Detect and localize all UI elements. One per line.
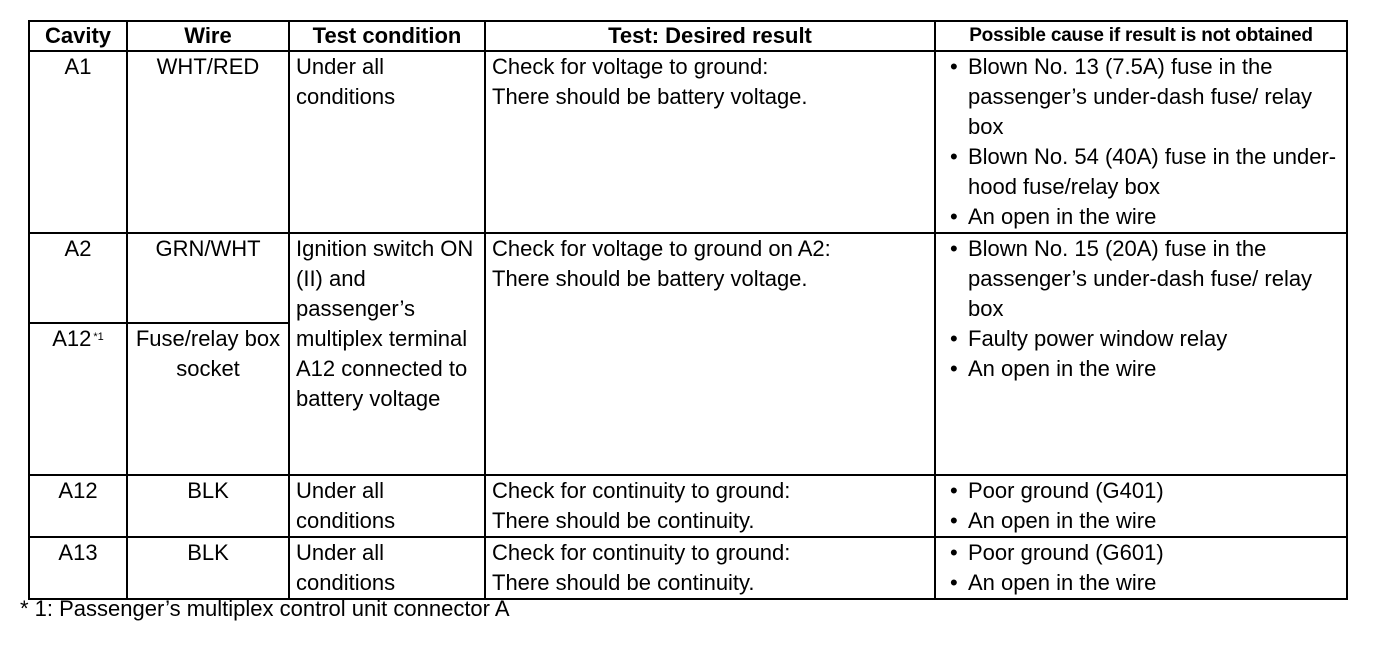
wire-cell: GRN/WHT: [127, 233, 289, 323]
cause-list: [942, 234, 1340, 384]
cavity-cell: [29, 323, 127, 475]
result-line: There should be battery voltage.: [492, 84, 808, 109]
connector-test-table: [28, 20, 1348, 600]
bullet-icon: •: [950, 508, 958, 533]
header-test-condition: Test condition: [289, 21, 485, 51]
result-line: Check for continuity to ground:: [492, 478, 791, 503]
header-cavity: Cavity: [29, 21, 127, 51]
result-line: There should be continuity.: [492, 508, 755, 533]
result-line: There should be battery voltage.: [492, 266, 808, 291]
bullet-icon: •: [950, 478, 958, 503]
header-wire: Wire: [127, 21, 289, 51]
cavity-cell: A2: [29, 233, 127, 323]
cause-cell: [935, 475, 1347, 537]
condition-cell: Under all conditions: [289, 537, 485, 599]
result-cell: [485, 51, 935, 233]
condition-cell: Ignition switch ON (II) and passenger’s multiplex terminal A12 connected to battery voltage: [289, 233, 485, 475]
table-row: [29, 537, 1347, 599]
wire-cell: BLK: [127, 475, 289, 537]
cause-text: Blown No. 15 (20A) fuse in the passenger’s under-dash fuse/ relay box: [968, 236, 1313, 321]
cause-item: [942, 202, 1340, 232]
cause-text: Blown No. 13 (7.5A) fuse in the passenger’s under-dash fuse/ relay box: [968, 54, 1313, 139]
cause-item: [942, 506, 1340, 536]
bullet-icon: •: [950, 326, 958, 351]
cause-text: An open in the wire: [968, 508, 1157, 533]
table-header-row: [29, 21, 1347, 51]
result-cell: [485, 537, 935, 599]
cause-text: Blown No. 54 (40A) fuse in the under-hood fuse/relay box: [968, 144, 1337, 199]
cause-text: Faulty power window relay: [968, 326, 1228, 351]
cause-item: [942, 568, 1340, 598]
cavity-cell: A12: [29, 475, 127, 537]
cause-item: [942, 324, 1340, 354]
header-possible-cause: Possible cause if result is not obtained: [935, 21, 1347, 51]
result-cell: [485, 475, 935, 537]
condition-cell: Under all conditions: [289, 475, 485, 537]
table-row: [29, 51, 1347, 233]
bullet-icon: •: [950, 144, 958, 169]
result-cell: [485, 233, 935, 475]
bullet-icon: •: [950, 356, 958, 381]
bullet-icon: •: [950, 54, 958, 79]
cause-item: [942, 538, 1340, 568]
cause-item: [942, 476, 1340, 506]
footnote: * 1: Passenger’s multiplex control unit connector A: [20, 596, 510, 621]
cause-text: An open in the wire: [968, 570, 1157, 595]
cavity-cell: A13: [29, 537, 127, 599]
cause-list: [942, 52, 1340, 232]
result-line: Check for continuity to ground:: [492, 540, 791, 565]
cause-item: [942, 52, 1340, 142]
cause-list: [942, 476, 1340, 536]
condition-cell: Under all conditions: [289, 51, 485, 233]
cavity-label: A12: [52, 326, 92, 351]
cause-cell: [935, 51, 1347, 233]
cause-text: Poor ground (G601): [968, 540, 1164, 565]
cause-text: An open in the wire: [968, 356, 1157, 381]
footnote-mark: *1: [93, 331, 104, 343]
header-desired-result: Test: Desired result: [485, 21, 935, 51]
cause-cell: [935, 537, 1347, 599]
cause-item: [942, 142, 1340, 202]
bullet-icon: •: [950, 204, 958, 229]
wire-cell: BLK: [127, 537, 289, 599]
result-line: Check for voltage to ground:: [492, 54, 769, 79]
table-row: [29, 475, 1347, 537]
result-line: Check for voltage to ground on A2:: [492, 236, 831, 261]
table-row: [29, 233, 1347, 323]
bullet-icon: •: [950, 570, 958, 595]
wire-cell: Fuse/relay box socket: [127, 323, 289, 475]
cause-cell: [935, 233, 1347, 475]
result-line: There should be continuity.: [492, 570, 755, 595]
cause-list: [942, 538, 1340, 598]
cause-text: An open in the wire: [968, 204, 1157, 229]
bullet-icon: •: [950, 540, 958, 565]
cause-item: [942, 234, 1340, 324]
cause-item: [942, 354, 1340, 384]
cavity-cell: A1: [29, 51, 127, 233]
wire-cell: WHT/RED: [127, 51, 289, 233]
bullet-icon: •: [950, 236, 958, 261]
cause-text: Poor ground (G401): [968, 478, 1164, 503]
